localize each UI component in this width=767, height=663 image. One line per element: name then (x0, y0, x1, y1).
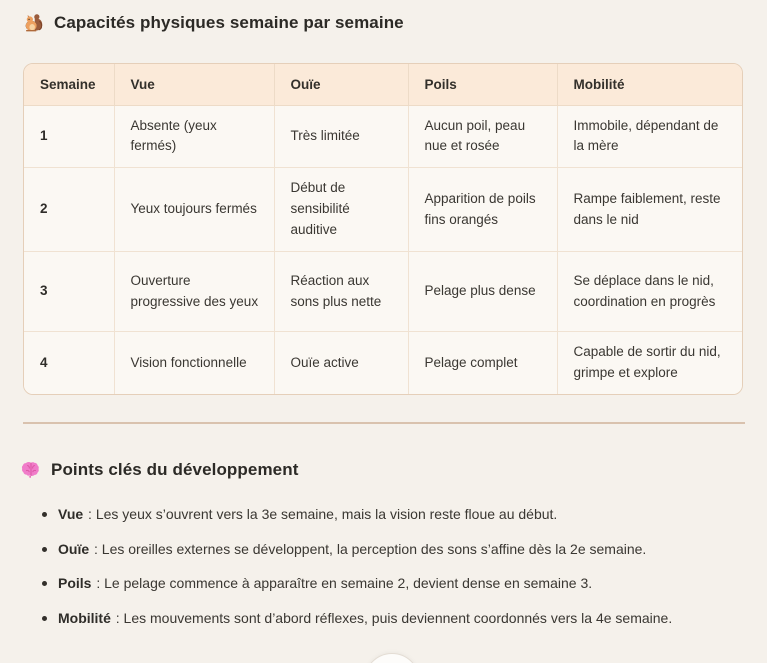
key-point-label: Mobilité (58, 609, 111, 626)
cell-ouie: Début de sensibilité auditive (274, 168, 408, 252)
col-header-vue: Vue (114, 64, 274, 105)
cell-poils: Aucun poil, peau nue et rosée (408, 105, 557, 168)
key-point-label: Ouïe (58, 540, 90, 557)
key-points-title: Points clés du développement (51, 459, 299, 479)
cell-semaine: 2 (24, 168, 114, 252)
cell-ouie: Réaction aux sons plus nette (274, 252, 408, 332)
key-point-text: : Les mouvements sont d’abord réflexes, puis deviennent coordonnés vers la 4e semaine. (115, 609, 673, 626)
table-row (24, 168, 743, 252)
cell-vue: Yeux toujours fermés (114, 168, 274, 252)
key-point-label: Vue (58, 505, 84, 522)
cell-vue: Vision fonctionnelle (114, 332, 274, 394)
cell-ouie: Très limitée (274, 105, 408, 168)
cell-semaine: 1 (24, 105, 114, 168)
cell-poils: Pelage complet (408, 332, 557, 394)
cell-ouie: Ouïe active (274, 332, 408, 394)
cell-mobilite: Se déplace dans le nid, coordination en progrès (557, 252, 743, 332)
table-row (24, 332, 743, 394)
table-header-row (24, 64, 743, 105)
cell-mobilite: Immobile, dépendant de la mère (557, 105, 743, 168)
col-header-ouie: Ouïe (274, 64, 408, 105)
list-item (48, 536, 744, 563)
col-header-mobilite: Mobilité (557, 64, 743, 105)
list-item (48, 570, 744, 597)
cell-poils: Apparition de poils fins orangés (408, 168, 557, 252)
key-points-title-row (20, 459, 744, 481)
cell-vue: Absente (yeux fermés) (114, 105, 274, 168)
page-title-row (23, 12, 744, 34)
cell-poils: Pelage plus dense (408, 252, 557, 332)
brain-icon (20, 459, 42, 481)
cell-semaine: 3 (24, 252, 114, 332)
col-header-poils: Poils (408, 64, 557, 105)
page-title: Capacités physiques semaine par semaine (54, 13, 404, 32)
key-point-text: : Le pelage commence à apparaître en semaine 2, devient dense en semaine 3. (96, 575, 593, 592)
list-item (48, 605, 744, 632)
squirrel-icon (23, 12, 45, 34)
list-item (48, 501, 744, 528)
col-header-semaine: Semaine (24, 64, 114, 105)
key-point-label: Poils (58, 575, 92, 592)
cell-mobilite: Rampe faiblement, reste dans le nid (557, 168, 743, 252)
scroll-handle-button[interactable] (364, 653, 420, 663)
cell-vue: Ouverture progressive des yeux (114, 252, 274, 332)
capacities-table-card (23, 63, 743, 395)
cell-semaine: 4 (24, 332, 114, 394)
capacities-table (24, 64, 743, 394)
key-point-text: : Les oreilles externes se développent, la perception des sons s’affine dès la 2e semaine. (94, 540, 647, 557)
table-row (24, 252, 743, 332)
key-point-text: : Les yeux s’ouvrent vers la 3e semaine, mais la vision reste floue au début. (88, 505, 558, 522)
key-points-list (23, 501, 744, 631)
cell-mobilite: Capable de sortir du nid, grimpe et explore (557, 332, 743, 394)
table-row (24, 105, 743, 168)
section-divider (23, 422, 745, 424)
